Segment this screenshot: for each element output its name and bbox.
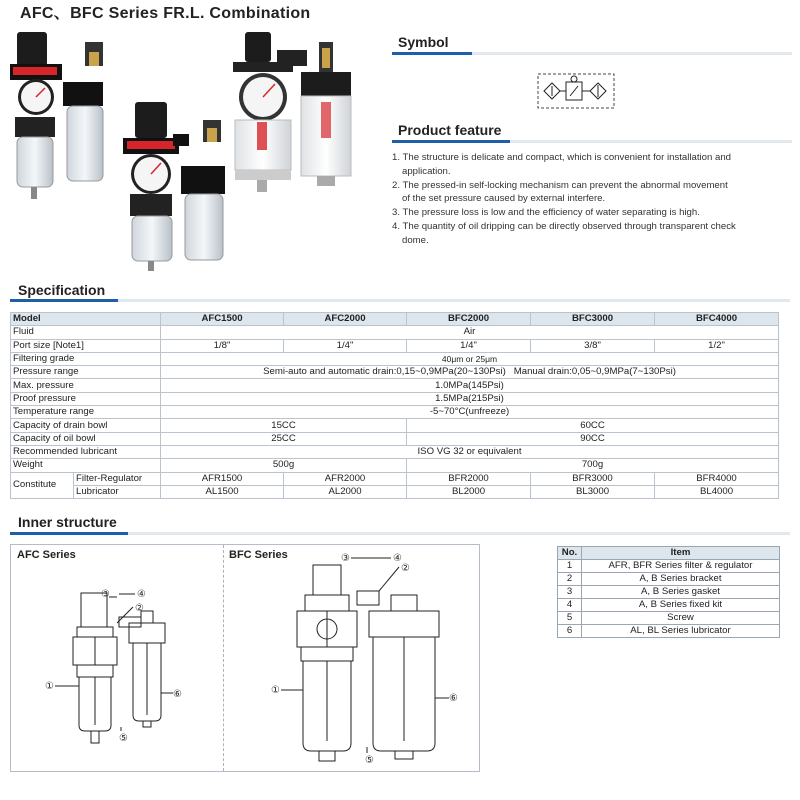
col-afc1500: AFC1500 bbox=[161, 313, 284, 326]
page-title: AFC、BFC Series FR.L. Combination bbox=[20, 5, 311, 22]
inner-heading: Inner structure bbox=[18, 514, 117, 530]
row-sublabel: Filter-Regulator bbox=[74, 472, 161, 485]
item-no: 3 bbox=[558, 586, 582, 599]
table-row bbox=[558, 612, 780, 625]
cell-value: 500g bbox=[161, 459, 407, 472]
feature-line: of the set pressure caused by external interfere. bbox=[402, 193, 606, 205]
panel-divider bbox=[223, 545, 224, 771]
cell-value: 700g bbox=[407, 459, 779, 472]
row-label: Pressure range bbox=[11, 366, 161, 379]
item-no: 1 bbox=[558, 560, 582, 573]
row-label: Port size [Note1] bbox=[11, 339, 161, 352]
table-row bbox=[558, 560, 780, 573]
inner-structure-panel bbox=[10, 544, 480, 772]
item-name: Screw bbox=[582, 612, 780, 625]
afc-unit-photo-2 bbox=[123, 102, 225, 271]
col-item: Item bbox=[582, 547, 780, 560]
bfc-unit-photo bbox=[233, 32, 351, 192]
spec-row-drain-bowl bbox=[11, 419, 779, 432]
feature-line: dome. bbox=[402, 234, 429, 246]
row-label: Recommended lubricant bbox=[11, 445, 161, 458]
cell-value: BFR2000 bbox=[407, 472, 531, 485]
col-no: No. bbox=[558, 547, 582, 560]
cell-value: BFR3000 bbox=[531, 472, 655, 485]
callout-4: ④ bbox=[137, 589, 146, 600]
cell-value: Semi-auto and automatic drain:0,15~0,9MPa(20~130Psi) Manual drain:0,05~0,9MPa(7~130Psi) bbox=[161, 366, 779, 379]
cell-value: 1/2" bbox=[655, 339, 779, 352]
spec-row-constitute-fr bbox=[11, 472, 779, 485]
cell-value: AFR1500 bbox=[161, 472, 284, 485]
cell-value: ISO VG 32 or equivalent bbox=[161, 445, 779, 458]
bfc-cross-section bbox=[261, 551, 471, 767]
item-table-wrap bbox=[557, 546, 780, 638]
callout-3: ③ bbox=[341, 553, 350, 564]
spec-row-constitute-lub bbox=[11, 485, 779, 498]
cell-value: 1.0MPa(145Psi) bbox=[161, 379, 779, 392]
cell-value: BFR4000 bbox=[655, 472, 779, 485]
spec-divider bbox=[10, 299, 790, 302]
spec-row-lubricant bbox=[11, 445, 779, 458]
callout-2: ② bbox=[401, 563, 410, 574]
cell-value: 1.5MPa(215Psi) bbox=[161, 392, 779, 405]
afc-series-label: AFC Series bbox=[17, 549, 76, 561]
symbol-divider bbox=[392, 52, 792, 55]
spec-row-temperature bbox=[11, 406, 779, 419]
spec-row-pressure-range bbox=[11, 366, 779, 379]
row-label: Temperature range bbox=[11, 406, 161, 419]
callout-2: ② bbox=[135, 603, 144, 614]
symbol-heading: Symbol bbox=[398, 34, 449, 50]
callout-4: ④ bbox=[393, 553, 402, 564]
item-name: A, B Series bracket bbox=[582, 573, 780, 586]
cell-value: AFR2000 bbox=[284, 472, 407, 485]
afc-unit-photo-1 bbox=[10, 32, 103, 199]
cell-value: BL3000 bbox=[531, 485, 655, 498]
table-row bbox=[558, 625, 780, 638]
col-afc2000: AFC2000 bbox=[284, 313, 407, 326]
row-sublabel: Lubricator bbox=[74, 485, 161, 498]
item-no: 6 bbox=[558, 625, 582, 638]
spec-row-filtering bbox=[11, 352, 779, 365]
cell-value: 1/4" bbox=[407, 339, 531, 352]
feature-line: 2. The pressed-in self-locking mechanism can prevent the abnormal movement bbox=[392, 179, 728, 191]
afc-cross-section bbox=[41, 575, 216, 765]
table-row bbox=[558, 599, 780, 612]
inner-divider bbox=[10, 532, 790, 535]
cell-value: 60CC bbox=[407, 419, 779, 432]
callout-3: ③ bbox=[101, 589, 110, 600]
row-label: Capacity of oil bowl bbox=[11, 432, 161, 445]
cell-value: 25CC bbox=[161, 432, 407, 445]
row-label: Fluid bbox=[11, 326, 161, 339]
cell-value: 40μm or 25μm bbox=[161, 352, 779, 365]
row-label: Constitute bbox=[11, 472, 74, 499]
item-no: 2 bbox=[558, 573, 582, 586]
callout-1: ① bbox=[271, 685, 280, 696]
item-name: AL, BL Series lubricator bbox=[582, 625, 780, 638]
cell-value: 1/8" bbox=[161, 339, 284, 352]
item-no: 5 bbox=[558, 612, 582, 625]
spec-header-row bbox=[11, 313, 779, 326]
callout-6: ⑥ bbox=[173, 689, 182, 700]
cell-value: 15CC bbox=[161, 419, 407, 432]
cell-value: Air bbox=[161, 326, 779, 339]
item-header-row bbox=[558, 547, 780, 560]
spec-table bbox=[10, 312, 779, 499]
bfc-series-label: BFC Series bbox=[229, 549, 288, 561]
feature-line: 3. The pressure loss is low and the efficiency of water separating is high. bbox=[392, 207, 700, 219]
item-name: A, B Series gasket bbox=[582, 586, 780, 599]
cell-value: BL4000 bbox=[655, 485, 779, 498]
cell-value: AL1500 bbox=[161, 485, 284, 498]
spec-table-wrap bbox=[10, 312, 779, 499]
col-model: Model bbox=[11, 313, 161, 326]
cell-value: AL2000 bbox=[284, 485, 407, 498]
cell-value: -5~70°C(unfreeze) bbox=[161, 406, 779, 419]
cell-value: 90CC bbox=[407, 432, 779, 445]
cell-value: BL2000 bbox=[407, 485, 531, 498]
callout-6: ⑥ bbox=[449, 693, 458, 704]
callout-1: ① bbox=[45, 681, 54, 692]
spec-row-proof-pressure bbox=[11, 392, 779, 405]
col-bfc4000: BFC4000 bbox=[655, 313, 779, 326]
feature-divider bbox=[392, 140, 792, 143]
cell-value: 1/4" bbox=[284, 339, 407, 352]
row-label: Max. pressure bbox=[11, 379, 161, 392]
feature-heading: Product feature bbox=[398, 122, 502, 138]
row-label: Weight bbox=[11, 459, 161, 472]
spec-row-max-pressure bbox=[11, 379, 779, 392]
feature-line: application. bbox=[402, 165, 451, 177]
cell-value: 3/8" bbox=[531, 339, 655, 352]
item-no: 4 bbox=[558, 599, 582, 612]
col-bfc2000: BFC2000 bbox=[407, 313, 531, 326]
row-label: Filtering grade bbox=[11, 352, 161, 365]
table-row bbox=[558, 586, 780, 599]
item-name: AFR, BFR Series filter & regulator bbox=[582, 560, 780, 573]
feature-line: 1. The structure is delicate and compact, which is convenient for installation and bbox=[392, 152, 731, 163]
product-photos bbox=[5, 22, 365, 272]
table-row bbox=[558, 573, 780, 586]
row-label: Proof pressure bbox=[11, 392, 161, 405]
symbol-diagram bbox=[536, 72, 616, 110]
item-name: A, B Series fixed kit bbox=[582, 599, 780, 612]
spec-row-oil-bowl bbox=[11, 432, 779, 445]
spec-row-fluid bbox=[11, 326, 779, 339]
feature-list bbox=[392, 151, 792, 248]
item-table bbox=[557, 546, 780, 638]
feature-line: 4. The quantity of oil dripping can be directly observed through transparent check bbox=[392, 220, 736, 232]
spec-heading: Specification bbox=[18, 282, 106, 298]
callout-5: ⑤ bbox=[119, 733, 128, 744]
col-bfc3000: BFC3000 bbox=[531, 313, 655, 326]
spec-row-weight bbox=[11, 459, 779, 472]
callout-5: ⑤ bbox=[365, 755, 374, 766]
spec-row-port bbox=[11, 339, 779, 352]
row-label: Capacity of drain bowl bbox=[11, 419, 161, 432]
